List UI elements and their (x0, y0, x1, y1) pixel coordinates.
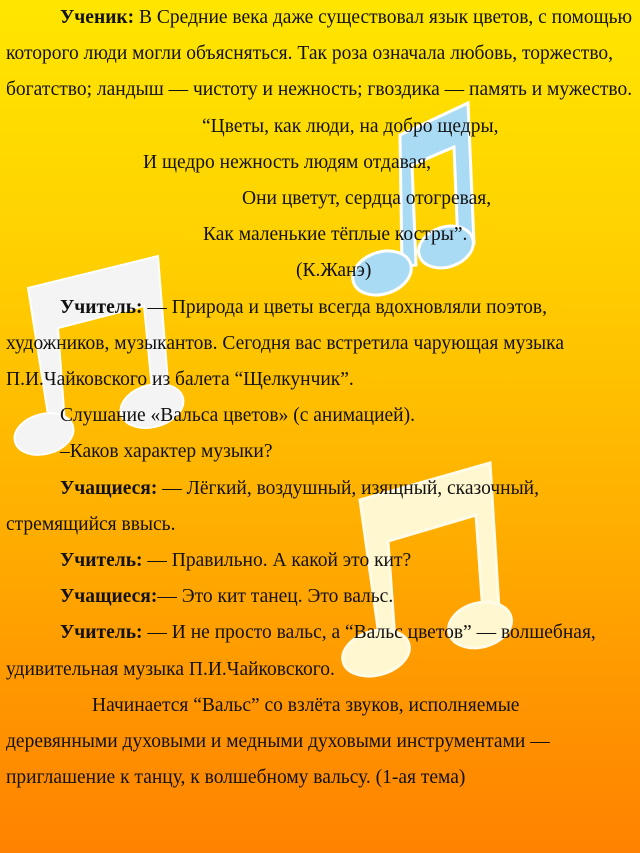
paragraph-2 (0, 290, 640, 399)
speaker-label: Ученик: (60, 7, 135, 28)
paragraph-3 (0, 398, 640, 434)
paragraph-5 (0, 471, 640, 543)
paragraph-7 (0, 579, 640, 615)
paragraph-text: — Это кит танец. Это вальс. (157, 586, 394, 608)
paragraph-6 (0, 543, 640, 579)
speaker-label: Учитель: (60, 550, 143, 572)
paragraph-4 (0, 434, 640, 470)
paragraph-text: В Средние века даже существовал язык цветов, с помощью которого люди могли объясняться. Так роза означала любовь, торжество, богатство; ландыш — чистоту и нежность; гвоздика — память и мужество. (6, 7, 633, 101)
paragraph-1 (0, 0, 640, 109)
speaker-label: Учитель: (60, 296, 143, 318)
poem-line-1: “Цветы, как люди, на добро щедры, (202, 115, 499, 137)
paragraph-8 (0, 615, 640, 687)
poem-line-4: Как маленькие тёплые костры”. (203, 224, 468, 246)
speaker-label: Учащиеся: (60, 477, 158, 499)
paragraph-text: — Природа и цветы всегда вдохновляли поэтов, художников, музыкантов. Сегодня вас встретила чарующая музыка П.И.Чайковского из балета “Щелкунчик”. (6, 296, 564, 391)
paragraph-9 (0, 688, 640, 797)
poem-line-2: И щедро нежность людям отдавая, (143, 151, 432, 173)
paragraph-text: — Правильно. А какой это кит? (142, 550, 412, 572)
paragraph-text: — Лёгкий, воздушный, изящный, сказочный, стремящийся ввысь. (6, 477, 539, 535)
paragraph-text: –Каков характер музыки? (60, 441, 273, 463)
poem (0, 109, 640, 290)
speaker-label: Учащиеся: (60, 586, 158, 608)
paragraph-text: Начинается “Вальс” со взлёта звуков, исполняемые деревянными духовыми и медными духовыми инструментами — приглашение к танцу, к волшебному вальсу. (1-ая тема) (6, 694, 550, 789)
poem-author: (К.Жанэ) (296, 260, 372, 282)
paragraph-text: Слушание «Вальса цветов» (с анимацией). (60, 405, 415, 427)
speaker-label: Учитель: (60, 622, 143, 644)
paragraph-text: — И не просто вальс, а “Вальс цветов” — волшебная, удивительная музыка П.И.Чайковского. (6, 622, 596, 680)
poem-line-3: Они цветут, сердца отогревая, (242, 188, 492, 210)
